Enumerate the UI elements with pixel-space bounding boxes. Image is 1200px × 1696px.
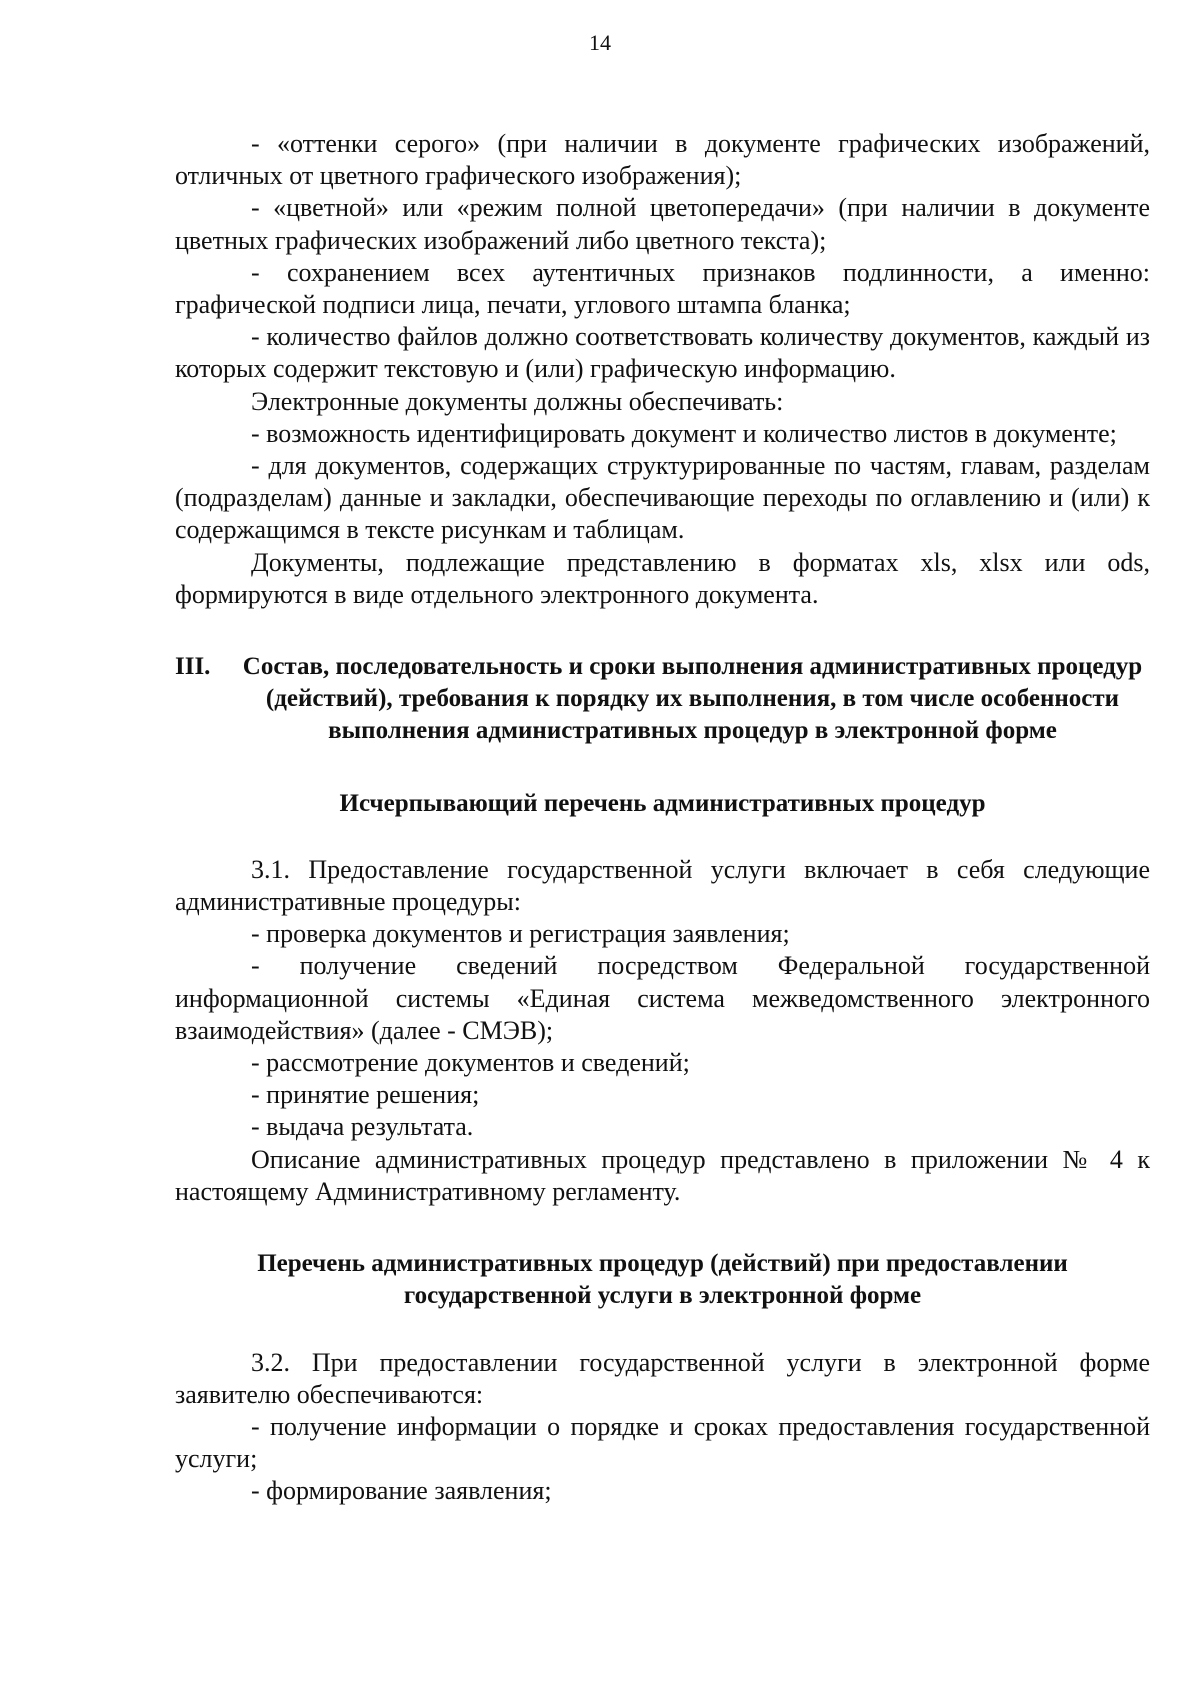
paragraph-appendix-4: Описание административных процедур представлено в приложении № 4 к настоящему Административному регламенту.: [175, 1144, 1150, 1206]
subheading-electronic-procedures: Перечень административных процедур (действий) при предоставлении государственной услуги в электронной форме: [257, 1250, 1068, 1310]
paragraph-grayscale: - «оттенки серого» (при наличии в документе графических изображений, отличных от цветного графического изображения);: [175, 129, 1150, 191]
paragraph-authenticity: - сохранением всех аутентичных признаков подлинности, а именно: графической подписи лица, печати, углового штампа бланка;: [175, 257, 1150, 320]
list-item-decision: - принятие решения;: [251, 1080, 480, 1110]
list-item-result: - выдача результата.: [251, 1112, 474, 1142]
subheading-procedures-list: Исчерпывающий перечень административных процедур: [339, 789, 986, 817]
paragraph-structured: - для документов, содержащих структурированные по частям, главам, разделам (подразделам) данные и закладки, обеспечивающие переходы по оглавлению и (или) к содержащимся в тексте рисункам и таблицам.: [175, 451, 1150, 545]
list-item-smev: - получение сведений посредством Федеральной государственной информационной системы «Единая система межведомственного электронного взаимодействия» (далее - СМЭВ);: [175, 951, 1150, 1045]
paragraph-electronic-docs: Электронные документы должны обеспечивать:: [251, 386, 784, 416]
section-heading: [175, 651, 1150, 748]
paragraph-identify: - возможность идентифицировать документ и количество листов в документе;: [251, 418, 1117, 448]
paragraph-3-2: 3.2. При предоставлении государственной услуги в электронной форме заявителю обеспечиваются:: [175, 1347, 1150, 1409]
section-number: III.: [175, 653, 211, 681]
paragraph-3-1: 3.1. Предоставление государственной услуги включает в себя следующие административные процедуры:: [175, 854, 1150, 917]
section-title: Состав, последовательность и сроки выполнения административных процедур (действий), требования к порядку их выполнения, в том числе особенности выполнения административных процедур в электронной форме: [242, 653, 1143, 745]
page-number: 14: [589, 30, 611, 55]
procedures-block: [175, 854, 1150, 1208]
list-item-review: - рассмотрение документов и сведений;: [251, 1048, 690, 1078]
paragraph-formats: Документы, подлежащие представлению в форматах xls, xlsx или ods, формируются в виде отдельного электронного документа.: [175, 547, 1150, 609]
electronic-block: [175, 1347, 1150, 1508]
paragraph-color: - «цветной» или «режим полной цветопередачи» (при наличии в документе цветных графических изображений либо цветного текста);: [175, 193, 1150, 255]
list-item-check-docs: - проверка документов и регистрация заявления;: [251, 919, 790, 949]
document-body: [175, 128, 1150, 1508]
paragraph-file-count: - количество файлов должно соответствовать количеству документов, каждый из которых содержит текстовую и (или) графическую информацию.: [175, 322, 1150, 384]
list-item-application: - формирование заявления;: [251, 1476, 552, 1506]
list-item-info: - получение информации о порядке и сроках предоставления государственной услуги;: [175, 1411, 1150, 1474]
